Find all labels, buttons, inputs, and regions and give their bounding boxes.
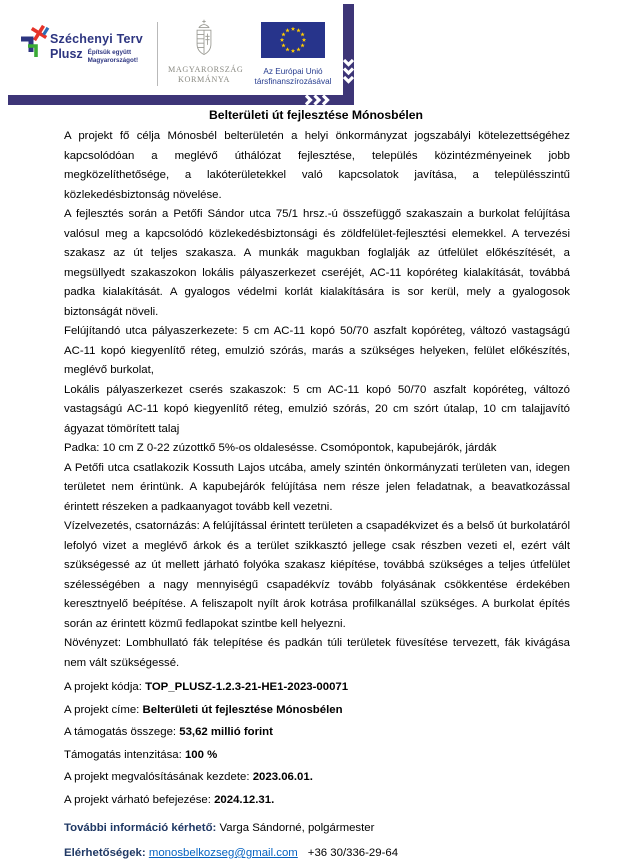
szechenyi-terv-plusz-logo [18, 22, 153, 78]
detail-end-date: A projekt várható befejezése: 2024.12.31. [64, 793, 275, 806]
paragraph-local-replacement: Lokális pályaszerkezet cserés szakaszok: 5 cm AC-11 kopó 50/70 aszfalt kopóréteg, változó vastagságú AC-11 kopó kiegyenlítő réteg, emulzió szórás, 20 cm szórt útalap, 10 cm talajjavító ágyazat tömörített talaj [64, 383, 570, 435]
government-logo-text: MAGYARORSZÁG KORMÁNYA [168, 65, 244, 84]
hungarian-coat-of-arms-icon [191, 18, 217, 58]
contact-reach-row [64, 841, 570, 862]
eu-cofinancing-logo [252, 22, 334, 86]
email-link[interactable]: monosbelkozseg@gmail.com [148, 847, 298, 859]
contact-info-label: További információ kérhető: [64, 822, 217, 834]
contact-section [64, 816, 570, 862]
document-body [64, 127, 570, 862]
contact-info-row [64, 816, 570, 841]
eu-logo-text: Az Európai Unió társfinanszírozásával [254, 67, 332, 86]
eu-flag-icon [261, 22, 325, 58]
banner-horizontal-bar [8, 95, 354, 105]
detail-start-date: A projekt megvalósításának kezdete: 2023.06.01. [64, 771, 313, 783]
paragraph-connections: A Petőfi utca csatlakozik Kossuth Lajos utcába, amely szintén önkormányzati területen van, idegen területet nem érintünk. A kapubejárók felújítása nem része jelen feladatnak, a beavatkozással érintett részeken a padkaanyagot tovább kell vezetni. [64, 461, 570, 513]
page-title: Belterületi út fejlesztése Mónosbélen [208, 108, 423, 122]
detail-funding-amount: A támogatás összege: 53,62 millió forint [64, 726, 273, 738]
chevrons-right-icon [305, 95, 333, 105]
project-details [64, 676, 570, 811]
chevrons-down-icon [343, 58, 354, 88]
detail-project-code: A projekt kódja: TOP_PLUSZ-1.2.3-21-HE1-2023-00071 [64, 681, 349, 693]
logo-divider [157, 22, 158, 86]
header-banner [0, 0, 360, 108]
szechenyi-title-line2: Plusz [50, 47, 83, 61]
detail-funding-intensity: Támogatás intenzitása: 100 % [64, 748, 218, 761]
contact-reach-label: Elérhetőségek: [64, 847, 146, 859]
szechenyi-logo-text [50, 32, 155, 65]
paragraph-development-scope: A fejlesztés során a Petőfi Sándor utca 75/1 hrsz.-ú összefüggő szakaszain a burkolat felújítása valósul meg a kapcsolódó közlekedésbiztonsági és zöldfelület-fejlesztési elemekkel. A tervezési szakasz az út teljes szakasza. A munkák magukban foglalják az útfelület előkészítését, a megsüllyedt szakaszokon lokális pályaszerkezet cseréjét, AC-11 kopóréteg kialakítását, továbbá padka kialakítását. A gyalogos védelmi korlát kialakítására is sor kerül, mely a gyalogosok biztonságát növeli. [64, 208, 570, 318]
banner-vertical-bar [343, 4, 354, 105]
paragraph-vegetation: Növényzet: Lombhullató fák telepítése és padkán túli területek füvesítése tervezett, fák kivágása nem vált szükségessé. [64, 637, 570, 669]
detail-project-title: A projekt címe: Belterületi út fejlesztése Mónosbélen [64, 703, 343, 716]
paragraph-shoulder: Padka: 10 cm Z 0-22 zúzottkő 5%-os oldalesésse. Csomópontok, kapubejárók, járdák [64, 442, 497, 454]
paragraph-drainage: Vízelvezetés, csatornázás: A felújítással érintett területen a csapadékvizet és a belső út burkolatáról lefolyó vizet a meglévő árkok és a terület szikkasztó jellege csak részben vezeti el, ezért vált szükségessé az út mellett járható folyóka szakasz kiépítése, továbbá szükséges a teljes útfelület szélességében a nagy mennyiségű csapadékvíz tovább folyásának csökkentése érdekében keresztnyelő beépítése. A feliszapolt nyílt árok kotrása profilkanállal szükséges. A burkolat építés során az érintett közmű fedlapokat szintbe kell helyezni. [64, 520, 570, 630]
szechenyi-title-line1: Széchenyi Terv [50, 32, 143, 46]
hungarian-government-logo [168, 18, 244, 84]
szechenyi-plus-icon [18, 22, 50, 58]
contact-info-value: Varga Sándorné, polgármester [219, 822, 375, 834]
paragraph-project-goal: A projekt fő célja Mónosbél belterületén a helyi önkormányzat jogszabályi kötelezettségéhez kapcsolódóan a meglévő úthálózat fejlesztése, település közintézményeinek jobb megközelíthetősége, a lakóterületekkel való kapcsolatok javítása, a településszintű közlekedésbiztonság növelése. [64, 130, 570, 201]
phone-number: +36 30/336-29-64 [307, 847, 399, 859]
paragraph-pavement-renewal: Felújítandó utca pályaszerkezete: 5 cm AC-11 kopó 50/70 aszfalt kopóréteg, változó vastagságú AC-11 kopó kiegyenlítő réteg, emulzió szórás, marás a szükséges helyeken, felület előkészítés, meglévő burkolat, [64, 325, 570, 376]
szechenyi-tagline: Építsük együtt Magyarországot! [87, 49, 139, 64]
